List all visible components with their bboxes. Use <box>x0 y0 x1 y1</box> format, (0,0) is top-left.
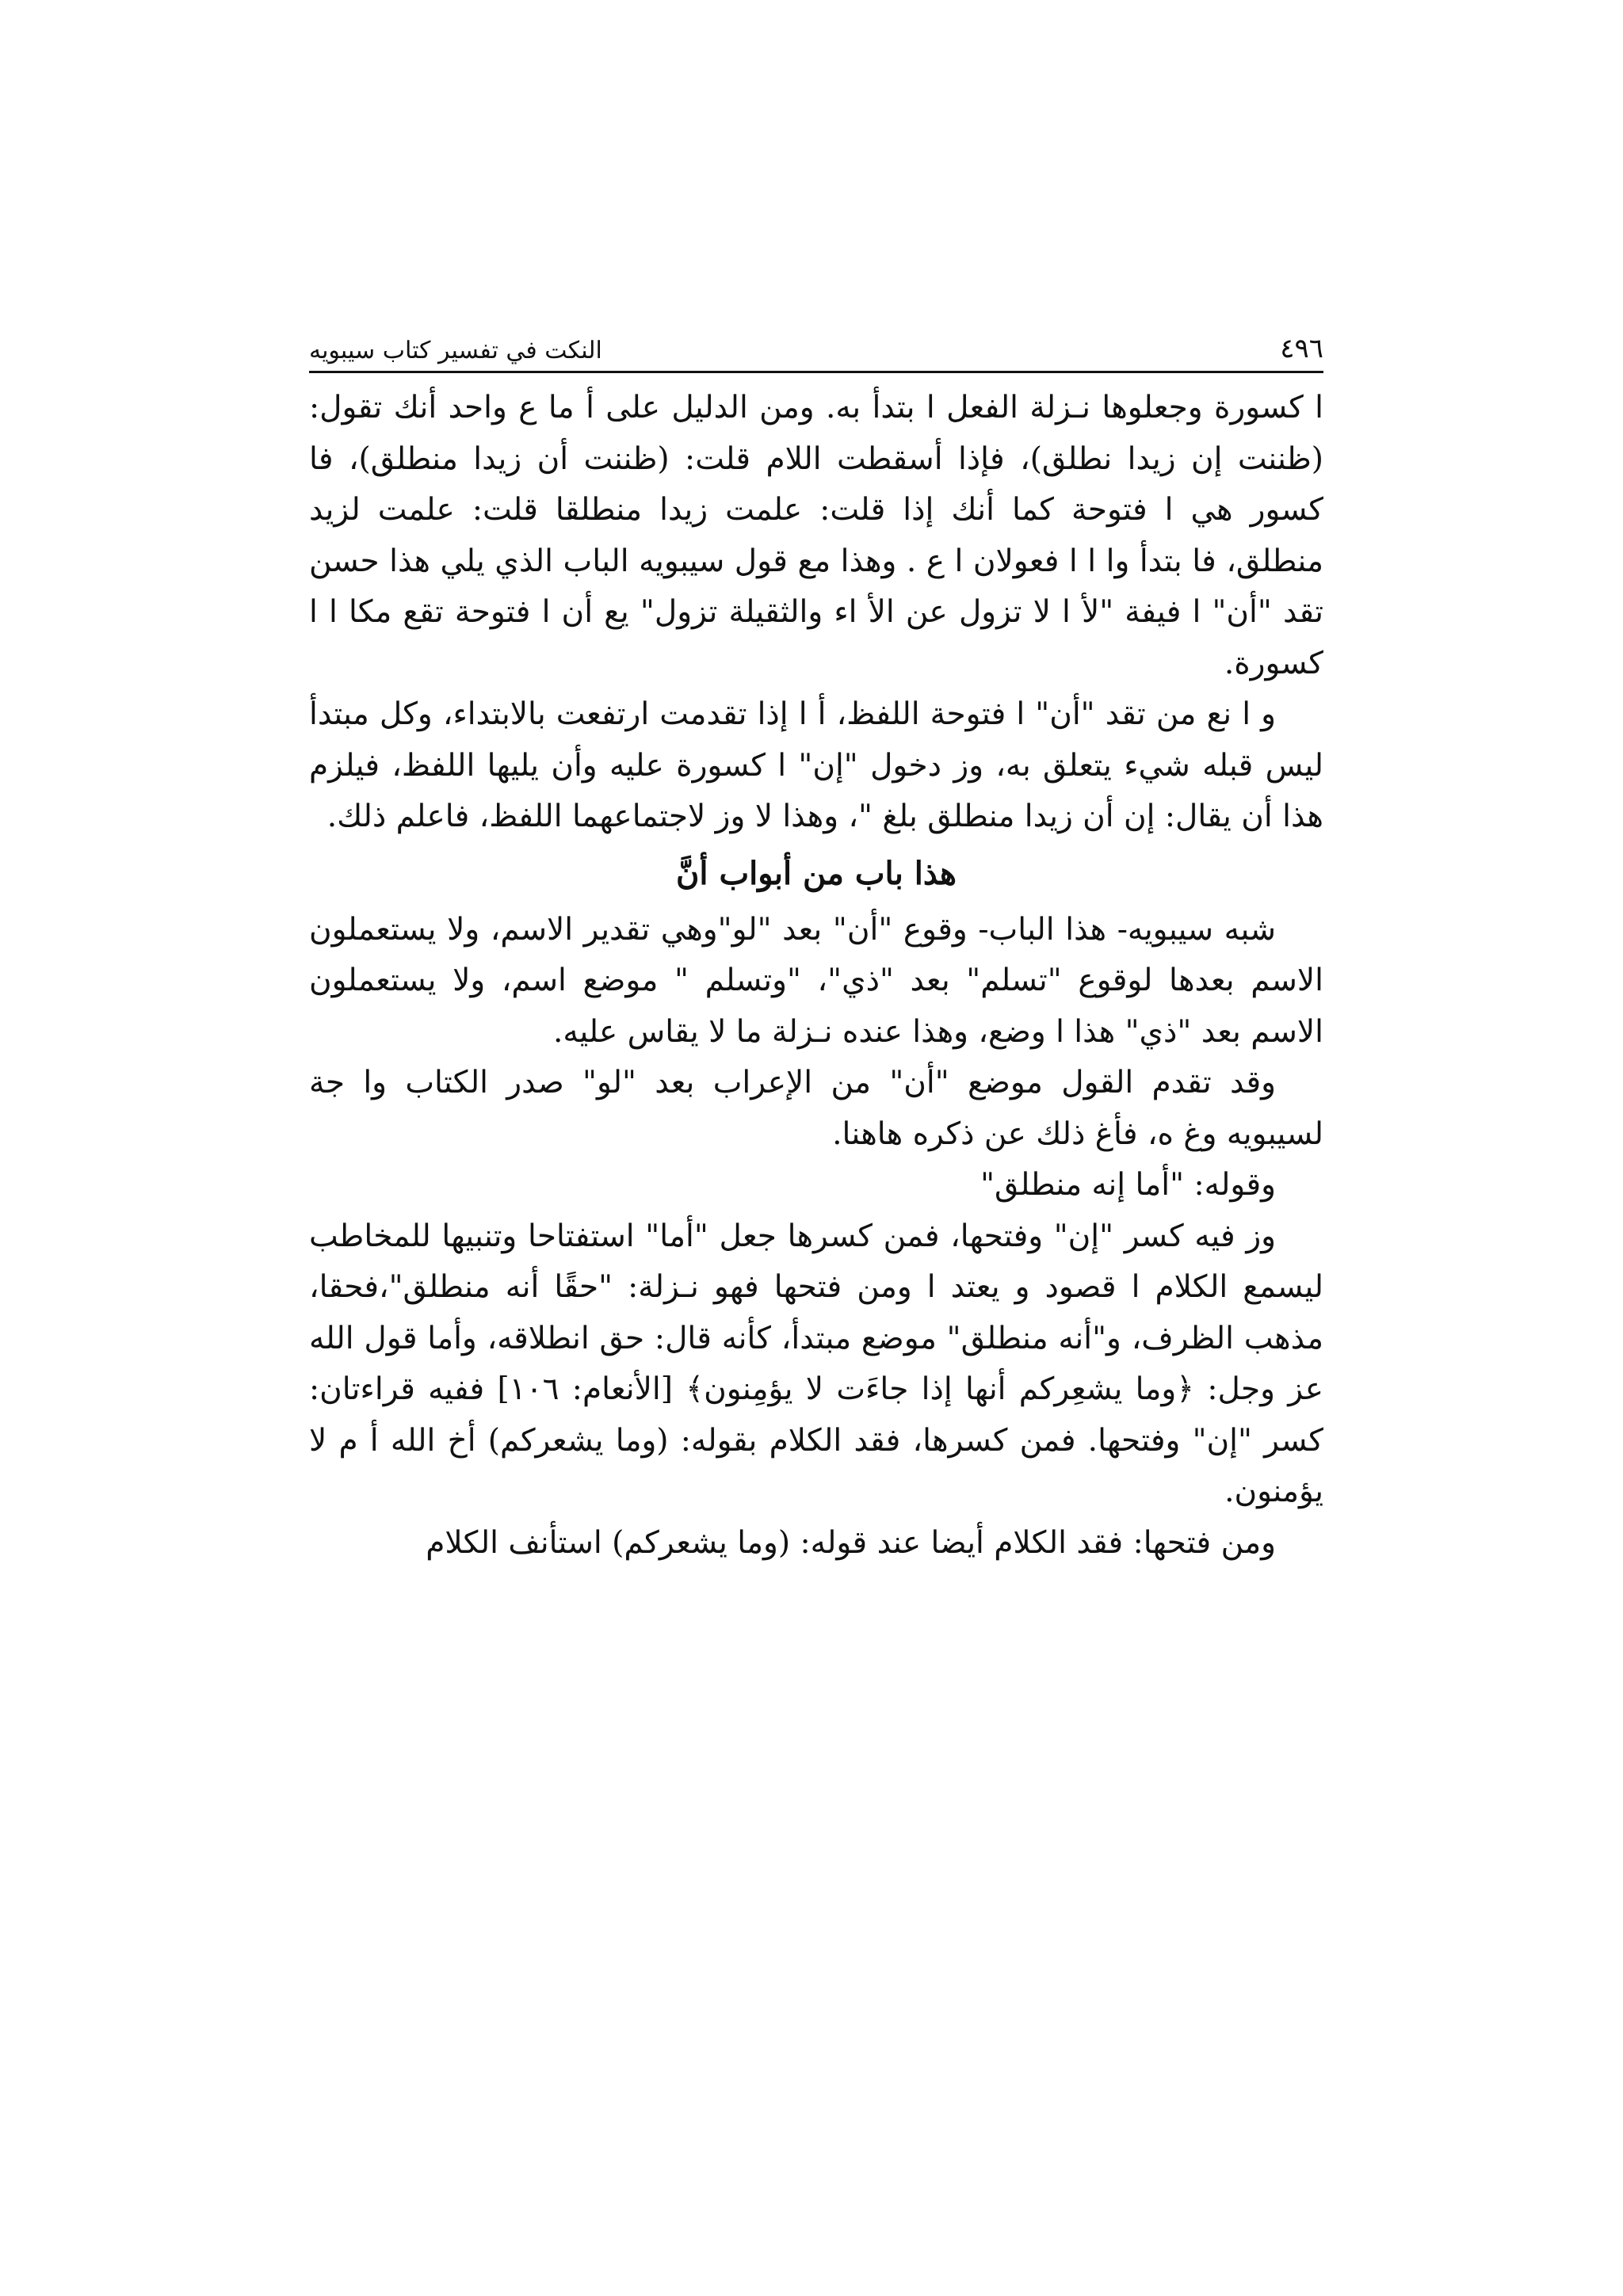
paragraph-3: شبه سيبويه- هذا الباب- وقوع "أن" بعد "لو"وهي تقدير الاسم، ولا يستعملون الاسم بعدها لوقوع "تسلم" بعد "ذي"، "وتسلم " موضع اسم، ولا يستعملون الاسم بعد "ذي" هذا ا وضع، وهذا عنده نـزلة ما لا يقاس عليه. <box>309 911 1323 1050</box>
paragraph-2: و ا نع من تقد "أن" ا فتوحة اللفظ، أ ا إذا تقدمت ارتفعت بالابتداء، وكل مبتدأ ليس قبله شيء يتعلق به، وز دخول "إن" ا كسورة عليه وأن يليها اللفظ، فيلزم هذا أن يقال: إن أن زيدا منطلق بلغ "، وهذا لا وز لاجتماعهما اللفظ، فاعلم ذلك. <box>309 696 1323 834</box>
book-page <box>309 317 1323 1569</box>
page-number: ٤٩٦ <box>1280 333 1323 364</box>
section-title: هذا باب من أبواب أنَّ <box>676 854 957 892</box>
paragraph-6: ومن فتحها: فقد الكلام أيضا عند قوله: (وما يشعركم) استأنف الكلام <box>426 1524 1276 1561</box>
running-header <box>309 317 1323 373</box>
book-title: النكت في تفسير كتاب سيبويه <box>309 337 602 364</box>
paragraph-4: وقد تقدم القول موضع "أن" من الإعراب بعد "لو" صدر الكتاب وا جة لسيبويه وغ ه، فأغ ذلك عن ذكره هاهنا. <box>309 1065 1323 1152</box>
paragraph-5: وز فيه كسر "إن" وفتحها، فمن كسرها جعل "أما" استفتاحا وتنبيها للمخاطب ليسمع الكلام ا قصود و يعتد ا ومن فتحها فهو نـزلة: "حقًا أنه منطلق"،فحقا، مذهب الظرف، و"أنه منطلق" موضع مبتدأ، كأنه قال: حق انطلاقه، وأما قول الله عز وجل: ﴿وما يشعِركم أنها إذا جاءَت لا يؤمِنون﴾ [الأنعام: ١٠٦] ففيه قراءتان: كسر "إن" وفتحها. فمن كسرها، فقد الكلام بقوله: (وما يشعركم) أخ الله أ م لا يؤمنون. <box>309 1218 1323 1509</box>
quoted-phrase: وقوله: "أما إنه منطلق" <box>980 1167 1276 1203</box>
page-body <box>309 383 1323 1569</box>
paragraph-1: ا كسورة وجعلوها نـزلة الفعل ا بتدأ به. ومن الدليل على أ ما ع واحد أنك تقول: (ظننت إن زيدا نطلق)، فإذا أسقطت اللام قلت: (ظننت أن زيدا منطلق)، فا كسور هي ا فتوحة كما أنك إذا قلت: علمت زيدا منطلقا قلت: علمت لزيد منطلق، فا بتدأ وا ا ا فعولان ا ع . وهذا مع قول سيبويه الباب الذي يلي هذا حسن تقد "أن" ا فيفة "لأ ا لا تزول عن الأ اء والثقيلة تزول" يع أن ا فتوحة تقع مكا ا ا كسورة. <box>309 390 1323 681</box>
